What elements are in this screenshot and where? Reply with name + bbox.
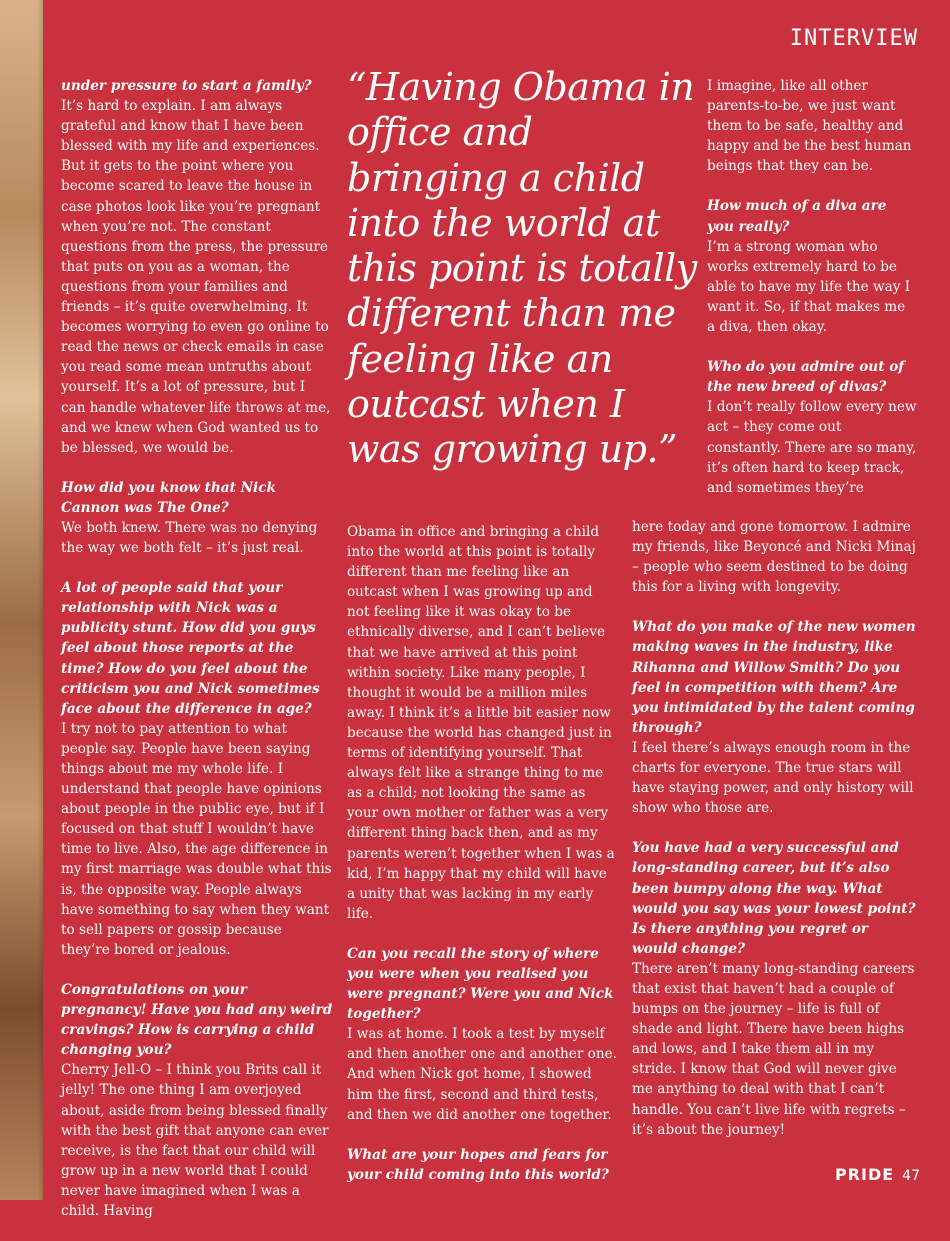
question: under pressure to start a family? <box>61 78 312 94</box>
article-column-3-bottom <box>632 517 917 1140</box>
article-column-1 <box>61 76 333 1241</box>
question: How much of a diva are you really? <box>707 198 887 235</box>
answer: It’s hard to explain. I am always grateful and know that I have been blessed with my life and experiences. But it gets to the point where you become scared to leave the house in case photos look like you’re pregnant when you’re not. The constant questions from the press, the pressure that puts on you as a woman, the questions from your families and friends – it’s quite overwhelming. It becomes worrying to even go online to read the news or check emails in case you read some mean untruths about yourself. It’s a lot of pressure, but I can handle whatever life throws at me, and we knew when God wanted us to be blessed, we would be. <box>61 98 331 456</box>
answer: I’m a strong woman who works extremely hard to be able to have my life the way I want it. So, if that makes me a diva, then okay. <box>707 238 911 336</box>
answer: I was at home. I took a test by myself and then another one and another one. And when Nick got home, I showed him the first, second and third tests, and then we did another one together. <box>347 1026 617 1123</box>
magazine-logo: PRIDE <box>834 1165 895 1184</box>
question: What are your hopes and fears for your child coming into this world? <box>347 1146 609 1183</box>
answer: Cherry Jell-O – I think you Brits call it jelly! The one thing I am overjoyed about, aside from being blessed finally with the best gift that anyone can ever receive, is the fact that our child will grow up in a new world that I could never have imagined when I was a child. Having <box>61 1062 329 1219</box>
article-column-3-top <box>707 76 917 498</box>
answer: I don’t really follow every new act – they come out constantly. There are so many, it’s often hard to keep track, and sometimes they’re <box>707 399 917 496</box>
answer: I imagine, like all other parents-to-be, we just want them to be safe, healthy and happy and be the best human beings that they can be. <box>707 78 912 175</box>
question: How did you know that Nick Cannon was The One? <box>61 479 276 516</box>
answer: We both knew. There was no denying the way we both felt – it’s just real. <box>61 519 318 557</box>
question: You have had a very successful and long-standing career, but it’s also been bumpy along the way. What would you say was your lowest point? Is there anything you regret or would change? <box>632 840 916 957</box>
answer: here today and gone tomorrow. I admire my friends, like Beyoncé and Nicki Minaj – people who seem destined to be doing this for a living with longevity. <box>632 519 916 596</box>
cover-photo-edge <box>0 0 43 1200</box>
answer: I try not to pay attention to what people say. People have been saying things about me my whole life. I understand that people have opinions about people in the public eye, but if I focused on that stuff I wouldn’t have time to live. Also, the age difference in my first marriage was double what this is, the opposite way. People always have something to say when they want to sell papers or gossip because they’re bored or jealous. <box>61 720 332 958</box>
page-footer <box>835 1165 920 1184</box>
question: A lot of people said that your relationship with Nick was a publicity stunt. How did you guys feel about those reports at the time? How do you feel about the criticism you and Nick sometimes face about the difference in age? <box>61 580 320 717</box>
answer: I feel there’s always enough room in the charts for everyone. The true stars will have staying power, and only history will show who those are. <box>632 739 914 817</box>
answer: Obama in office and bringing a child into the world at this point is totally different than me feeling like an outcast when I was growing up and not feeling like it was okay to be ethnically diverse, and I can’t believe that we have arrived at this point within society. Like many people, I thought it would be a million miles away. I think it’s a little bit easier now because the world has changed just in terms of identifying yourself. That always felt like a strange thing to me as a child; not looking the same as your own mother or father was a very different thing back then, and as my parents weren’t together when I was a kid, I’m happy that my child will have a unity that was lacking in my early life. <box>347 524 615 922</box>
answer: There aren’t many long-standing careers that exist that haven’t had a couple of bumps on the journey – life is full of shade and light. There have been highs and lows, and I take them all in my stride. I know that God will never give me anything to deal with that I can’t handle. You can’t live life with regrets – it’s about the journey! <box>632 960 915 1138</box>
question: Can you recall the story of where you were when you realised you were pregnant? Were you and Nick together? <box>347 945 614 1023</box>
question: What do you make of the new women making waves in the industry, like Rihanna and Willow Smith? Do you feel in competition with them? Are you intimidated by the talent coming through? <box>632 619 916 736</box>
question: Who do you admire out of the new breed of divas? <box>707 359 905 396</box>
section-label: INTERVIEW <box>789 26 918 51</box>
page-number: 47 <box>902 1168 920 1184</box>
question: Congratulations on your pregnancy! Have you had any weird cravings? How is carrying a child changing you? <box>61 981 333 1059</box>
article-column-2 <box>347 522 617 1185</box>
pull-quote: “Having Obama in office and bringing a child into the world at this point is totally different than me feeling like an outcast when I was growing up.” <box>347 65 697 472</box>
